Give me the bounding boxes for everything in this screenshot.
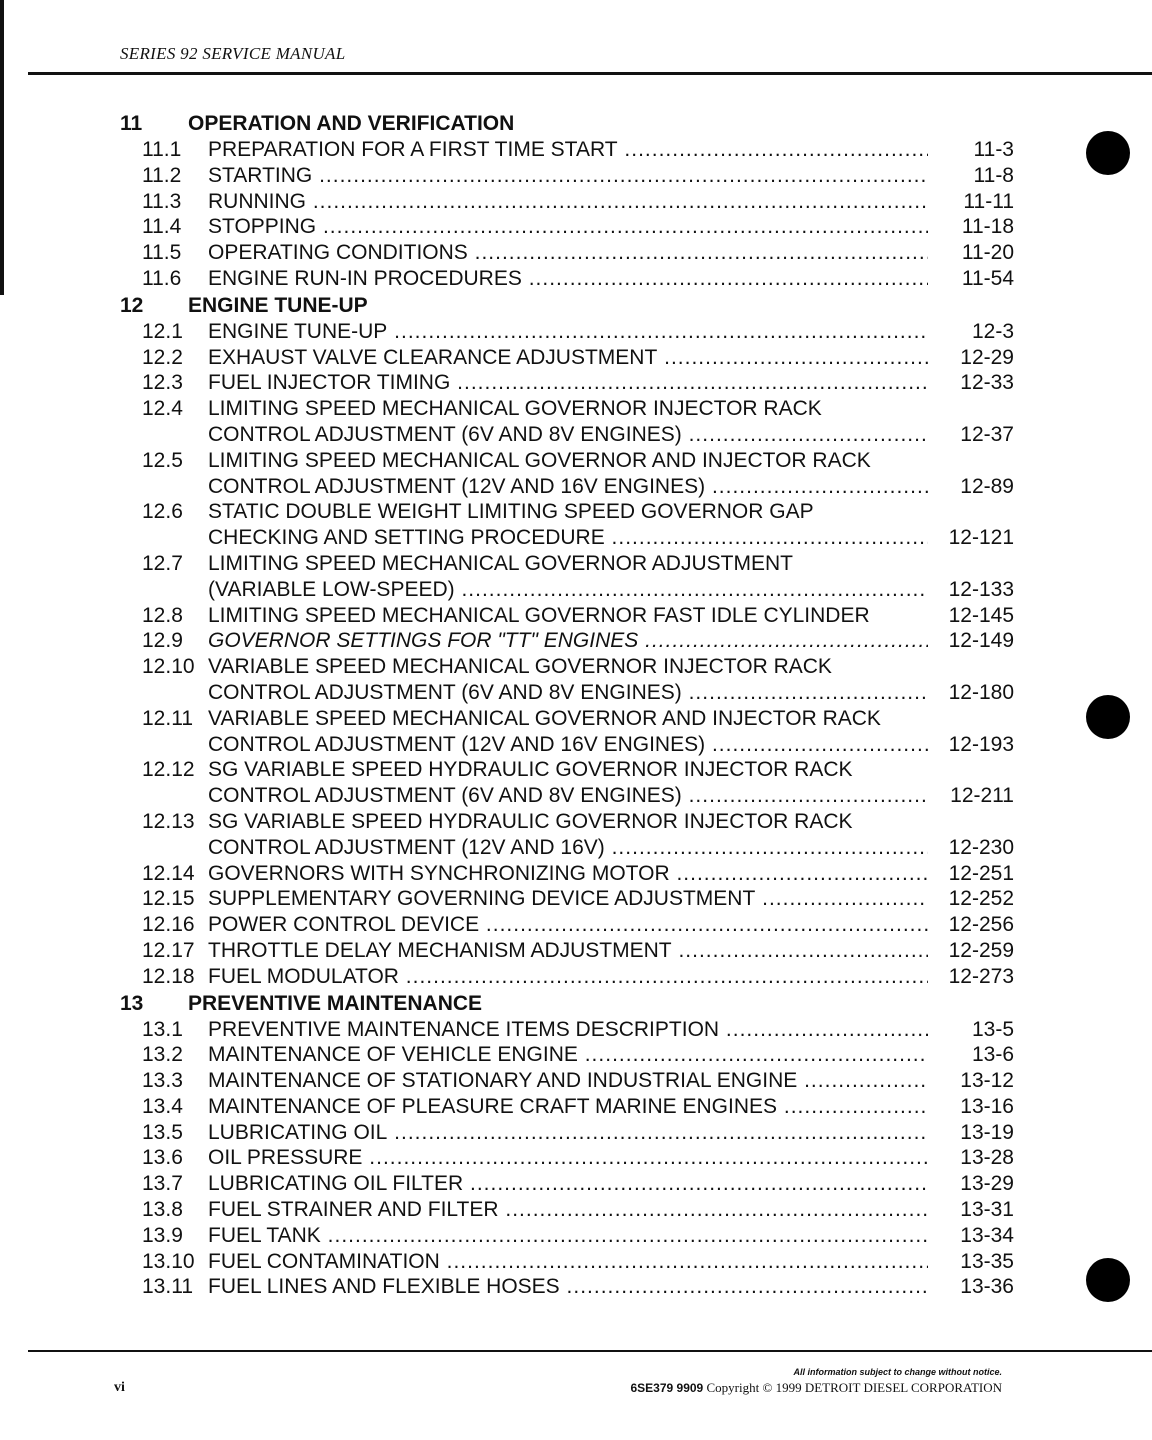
entry-title (208, 396, 928, 448)
entry-title (208, 189, 928, 215)
entry-number: 12.1 (142, 319, 183, 343)
toc-entry[interactable] (0, 1223, 1152, 1249)
toc-entry[interactable] (0, 1274, 1152, 1300)
toc-entry[interactable] (0, 861, 1152, 887)
toc-entry[interactable] (0, 1145, 1152, 1171)
entry-title (208, 861, 928, 887)
entry-title (208, 499, 928, 551)
entry-page-ref: 12-133 (948, 577, 1014, 601)
entry-title-line: FUEL TANK ..... (208, 1223, 928, 1249)
toc-entry[interactable] (0, 370, 1152, 396)
entry-number: 12.3 (142, 371, 183, 395)
entry-page-ref: 11-18 (961, 215, 1014, 239)
entry-title-line: GOVERNOR SETTINGS FOR "TT" ENGINES ..... (208, 628, 928, 654)
toc-entry[interactable] (0, 1094, 1152, 1120)
entry-title-line: ENGINE TUNE-UP ..... (208, 319, 928, 345)
toc-entry[interactable] (0, 214, 1152, 240)
entry-number: 12.18 (142, 964, 195, 988)
entry-page-ref: 13-5 (971, 1017, 1014, 1041)
entry-title-line: OPERATING CONDITIONS ..... (208, 240, 928, 266)
entry-title-line: CHECKING AND SETTING PROCEDURE ..... (208, 525, 928, 551)
toc-entry[interactable] (0, 266, 1152, 292)
entry-title (208, 214, 928, 240)
entry-page-ref: 12-37 (960, 422, 1014, 446)
entry-title (208, 938, 928, 964)
entry-number: 12.2 (142, 345, 183, 369)
entry-title (208, 345, 928, 371)
section-number: 11 (120, 112, 143, 135)
entry-page-ref: 13-28 (960, 1146, 1014, 1170)
entry-number: 12.16 (142, 913, 195, 937)
section-title: ENGINE TUNE-UP (188, 293, 368, 317)
footer-notice: All information subject to change without notice. (793, 1367, 1002, 1377)
entry-page-ref: 12-273 (948, 964, 1014, 988)
section-heading (0, 111, 1152, 137)
entry-page-ref: 13-6 (971, 1043, 1014, 1067)
toc-entry[interactable] (0, 396, 1152, 448)
toc-entry[interactable] (0, 319, 1152, 345)
toc-entry[interactable] (0, 1120, 1152, 1146)
entry-title-line: VARIABLE SPEED MECHANICAL GOVERNOR AND INJECTOR RACK (208, 706, 881, 730)
entry-title-line: PREPARATION FOR A FIRST TIME START ..... (208, 137, 928, 163)
entry-title-line: RUNNING ..... (208, 189, 928, 215)
toc-entry[interactable] (0, 1068, 1152, 1094)
entry-number: 13.4 (142, 1094, 183, 1118)
section-number: 13 (120, 991, 144, 1015)
entry-title (208, 964, 928, 990)
entry-title-line: MAINTENANCE OF VEHICLE ENGINE ..... (208, 1042, 928, 1068)
entry-page-ref: 12-145 (948, 603, 1014, 627)
footer-rule (28, 1350, 1152, 1352)
toc-entry[interactable] (0, 137, 1152, 163)
entry-title (208, 1094, 928, 1120)
entry-page-ref: 12-33 (960, 371, 1014, 395)
entry-title-line: MAINTENANCE OF PLEASURE CRAFT MARINE ENGINES ..... (208, 1094, 928, 1120)
entry-title-line: FUEL CONTAMINATION ..... (208, 1249, 928, 1275)
entry-title (208, 1068, 928, 1094)
toc-entry[interactable] (0, 628, 1152, 654)
toc-entry[interactable] (0, 809, 1152, 861)
toc-entry[interactable] (0, 1197, 1152, 1223)
entry-number: 12.10 (142, 655, 195, 679)
entry-number: 12.6 (142, 500, 183, 524)
entry-number: 12.8 (142, 603, 183, 627)
entry-page-ref: 11-54 (961, 266, 1014, 290)
entry-title-line: OIL PRESSURE ..... (208, 1145, 928, 1171)
toc-entry[interactable] (0, 1042, 1152, 1068)
entry-title (208, 886, 928, 912)
toc-entry[interactable] (0, 938, 1152, 964)
entry-page-ref: 12-256 (948, 913, 1014, 937)
copyright-text: Copyright © 1999 DETROIT DIESEL CORPORATION (706, 1380, 1002, 1395)
entry-number: 12.5 (142, 448, 183, 472)
entry-number: 13.6 (142, 1146, 183, 1170)
entry-number: 13.3 (142, 1069, 183, 1093)
entry-page-ref: 12-211 (950, 784, 1014, 808)
entry-title-line: LUBRICATING OIL FILTER ..... (208, 1171, 928, 1197)
entry-page-ref: 12-149 (948, 629, 1014, 653)
entry-page-ref: 12-180 (948, 680, 1014, 704)
entry-page-ref: 12-3 (971, 319, 1014, 343)
entry-number: 12.14 (142, 861, 195, 885)
entry-title-line: STOPPING ..... (208, 214, 928, 240)
entry-number: 12.12 (142, 758, 195, 782)
toc-entry[interactable] (0, 499, 1152, 551)
entry-title (208, 1017, 928, 1043)
entry-title-line: SG VARIABLE SPEED HYDRAULIC GOVERNOR INJECTOR RACK (208, 758, 853, 782)
entry-title (208, 163, 928, 189)
entry-title-line: STATIC DOUBLE WEIGHT LIMITING SPEED GOVERNOR GAP (208, 500, 814, 524)
entry-number: 11.3 (142, 189, 182, 213)
entry-title-line: (VARIABLE LOW-SPEED) ..... (208, 577, 928, 603)
toc-entry[interactable] (0, 345, 1152, 371)
entry-number: 12.13 (142, 809, 195, 833)
toc-entry[interactable] (0, 1249, 1152, 1275)
toc-entry[interactable] (0, 757, 1152, 809)
entry-title (208, 1197, 928, 1223)
section-heading (0, 293, 1152, 319)
entry-number: 13.5 (142, 1120, 183, 1144)
entry-title (208, 757, 928, 809)
entry-title-line: THROTTLE DELAY MECHANISM ADJUSTMENT ..... (208, 938, 928, 964)
entry-page-ref: 13-31 (960, 1198, 1014, 1222)
entry-title (208, 551, 928, 603)
entry-title-line: FUEL LINES AND FLEXIBLE HOSES ..... (208, 1274, 928, 1300)
toc-entry[interactable] (0, 706, 1152, 758)
entry-title (208, 1249, 928, 1275)
entry-page-ref: 12-121 (948, 526, 1014, 550)
entry-title-line: LUBRICATING OIL ..... (208, 1120, 928, 1146)
toc-entry[interactable] (0, 189, 1152, 215)
entry-number: 13.9 (142, 1223, 183, 1247)
toc-entry[interactable] (0, 240, 1152, 266)
section-heading (0, 991, 1152, 1017)
entry-title (208, 603, 928, 629)
entry-title (208, 1145, 928, 1171)
header-rule (28, 72, 1152, 75)
entry-page-ref: 13-35 (960, 1249, 1014, 1273)
entry-number: 12.15 (142, 887, 195, 911)
entry-title (208, 1223, 928, 1249)
entry-title (208, 240, 928, 266)
entry-title-line: SG VARIABLE SPEED HYDRAULIC GOVERNOR INJECTOR RACK (208, 809, 853, 833)
entry-title-line: PREVENTIVE MAINTENANCE ITEMS DESCRIPTION ..... (208, 1017, 928, 1043)
entry-number: 12.17 (142, 938, 195, 962)
entry-title-line: CONTROL ADJUSTMENT (12V AND 16V ENGINES) ..... (208, 474, 928, 500)
entry-page-ref: 13-16 (960, 1094, 1014, 1118)
entry-number: 13.10 (142, 1249, 195, 1273)
entry-title (208, 654, 928, 706)
toc-entry[interactable] (0, 603, 1152, 629)
entry-title (208, 809, 928, 861)
section-number: 12 (120, 293, 144, 317)
entry-title (208, 137, 928, 163)
entry-title-line: POWER CONTROL DEVICE ..... (208, 912, 928, 938)
entry-number: 12.11 (142, 706, 193, 730)
revision-bullet-icon (1086, 131, 1130, 175)
entry-page-ref: 12-193 (948, 732, 1014, 756)
entry-number: 12.4 (142, 397, 183, 421)
entry-title-line: LIMITING SPEED MECHANICAL GOVERNOR FAST IDLE CYLINDER (208, 603, 870, 627)
entry-number: 13.11 (142, 1275, 193, 1299)
revision-bullet-icon (1086, 695, 1130, 739)
entry-title-line: FUEL STRAINER AND FILTER ..... (208, 1197, 928, 1223)
entry-title (208, 448, 928, 500)
entry-title-line: GOVERNORS WITH SYNCHRONIZING MOTOR ..... (208, 861, 928, 887)
entry-title-line: VARIABLE SPEED MECHANICAL GOVERNOR INJECTOR RACK (208, 655, 832, 679)
entry-title-line: CONTROL ADJUSTMENT (6V AND 8V ENGINES) ..... (208, 422, 928, 448)
entry-title-line: LIMITING SPEED MECHANICAL GOVERNOR AND INJECTOR RACK (208, 448, 871, 472)
entry-number: 13.1 (142, 1017, 183, 1041)
entry-title (208, 1171, 928, 1197)
entry-number: 11.2 (142, 163, 182, 187)
entry-page-ref: 11-20 (961, 241, 1014, 265)
entry-page-ref: 11-11 (963, 189, 1014, 213)
toc-entry[interactable] (0, 163, 1152, 189)
entry-title (208, 1042, 928, 1068)
entry-number: 12.9 (142, 629, 183, 653)
toc-entry[interactable] (0, 886, 1152, 912)
footer-copyright-line (631, 1380, 1003, 1396)
running-header: SERIES 92 SERVICE MANUAL (120, 44, 346, 63)
entry-page-ref: 11-8 (973, 163, 1014, 187)
entry-page-ref: 11-3 (973, 138, 1014, 161)
entry-title (208, 912, 928, 938)
entry-title-line: EXHAUST VALVE CLEARANCE ADJUSTMENT ..... (208, 345, 928, 371)
page-number: vi (114, 1380, 125, 1395)
entry-title-line: CONTROL ADJUSTMENT (6V AND 8V ENGINES) ..... (208, 680, 928, 706)
entry-page-ref: 12-251 (948, 861, 1014, 885)
toc-entry[interactable] (0, 654, 1152, 706)
entry-title-line: ENGINE RUN-IN PROCEDURES ..... (208, 266, 928, 292)
entry-page-ref: 13-29 (960, 1172, 1014, 1196)
revision-bullet-icon (1086, 1258, 1130, 1302)
entry-title (208, 319, 928, 345)
entry-number: 13.7 (142, 1172, 183, 1196)
entry-number: 11.4 (142, 215, 182, 239)
entry-title-line: FUEL INJECTOR TIMING ..... (208, 370, 928, 396)
entry-title-line: LIMITING SPEED MECHANICAL GOVERNOR ADJUSTMENT (208, 551, 793, 575)
entry-page-ref: 13-34 (960, 1223, 1014, 1247)
entry-title-line: CONTROL ADJUSTMENT (12V AND 16V) ..... (208, 835, 928, 861)
toc-entry[interactable] (0, 448, 1152, 500)
entry-number: 11.1 (142, 138, 182, 161)
entry-title (208, 266, 928, 292)
entry-page-ref: 12-29 (960, 345, 1014, 369)
toc-entry[interactable] (0, 912, 1152, 938)
entry-page-ref: 12-230 (948, 835, 1014, 859)
entry-title-line: CONTROL ADJUSTMENT (12V AND 16V ENGINES) ..... (208, 732, 928, 758)
table-of-contents (0, 110, 1152, 1300)
entry-page-ref: 13-12 (960, 1069, 1014, 1093)
section-title: PREVENTIVE MAINTENANCE (188, 991, 483, 1015)
entry-title-line: STARTING ..... (208, 163, 928, 189)
toc-entry[interactable] (0, 1171, 1152, 1197)
entry-title (208, 370, 928, 396)
entry-page-ref: 12-252 (948, 887, 1014, 911)
entry-number: 12.7 (142, 551, 183, 575)
entry-page-ref: 12-259 (948, 938, 1014, 962)
entry-page-ref: 13-19 (960, 1120, 1014, 1144)
section-title: OPERATION AND VERIFICATION (188, 112, 515, 135)
entry-page-ref: 13-36 (960, 1275, 1014, 1299)
entry-title-line: LIMITING SPEED MECHANICAL GOVERNOR INJECTOR RACK (208, 397, 822, 421)
toc-entry[interactable] (0, 551, 1152, 603)
entry-title-line: MAINTENANCE OF STATIONARY AND INDUSTRIAL ENGINE ..... (208, 1068, 928, 1094)
entry-title (208, 1274, 928, 1300)
entry-title (208, 706, 928, 758)
entry-number: 11.6 (142, 266, 182, 290)
entry-number: 13.8 (142, 1198, 183, 1222)
entry-title-line: SUPPLEMENTARY GOVERNING DEVICE ADJUSTMENT ..... (208, 886, 928, 912)
entry-page-ref: 12-89 (960, 474, 1014, 498)
entry-title-line: CONTROL ADJUSTMENT (6V AND 8V ENGINES) ..... (208, 783, 928, 809)
toc-entry[interactable] (0, 964, 1152, 990)
document-code: 6SE379 9909 (630, 1381, 704, 1395)
entry-title (208, 628, 928, 654)
entry-title (208, 1120, 928, 1146)
entry-number: 13.2 (142, 1043, 183, 1067)
entry-title-line: FUEL MODULATOR ..... (208, 964, 928, 990)
entry-number: 11.5 (142, 241, 182, 265)
toc-entry[interactable] (0, 1017, 1152, 1043)
